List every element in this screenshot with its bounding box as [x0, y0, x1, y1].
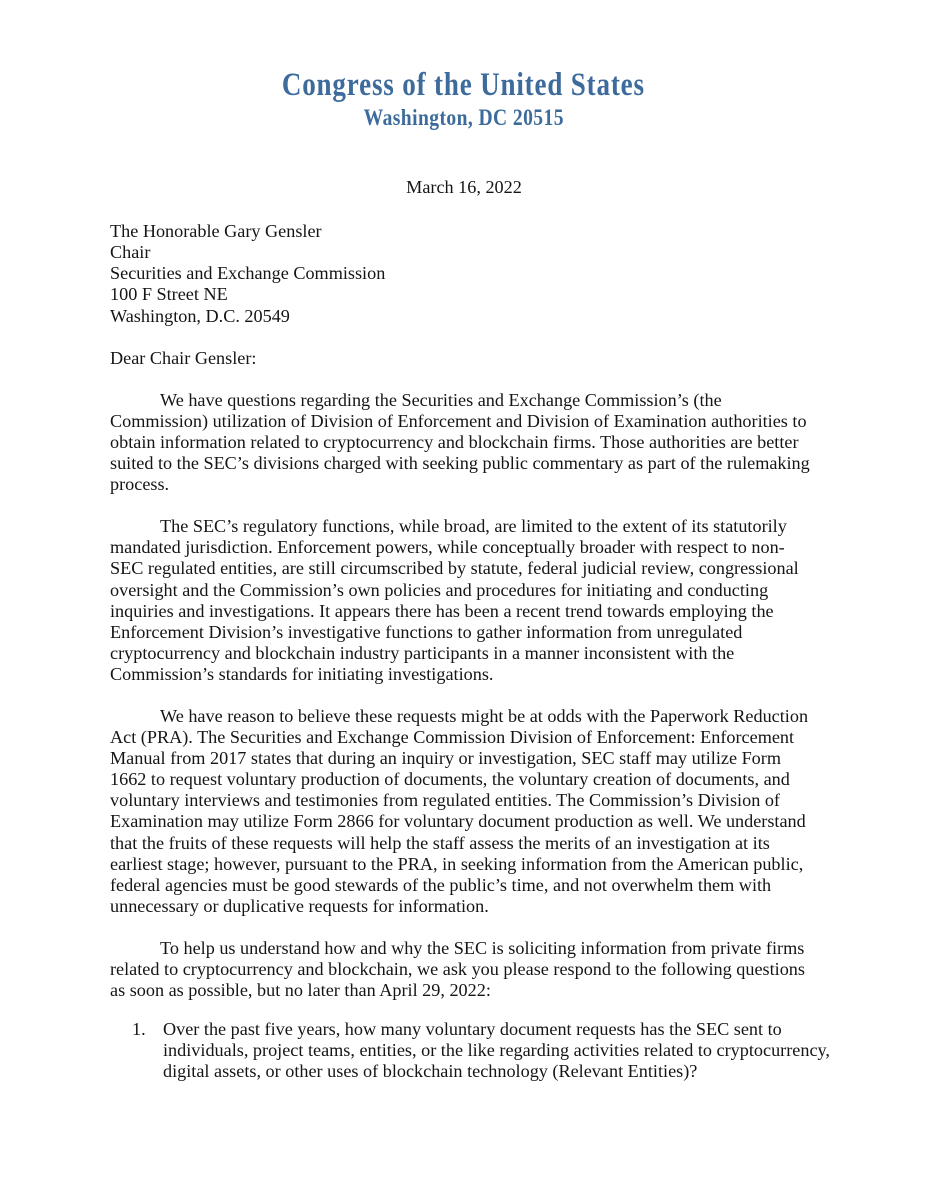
recipient-line-organization: Securities and Exchange Commission — [110, 263, 386, 284]
paragraph-3: We have reason to believe these requests might be at odds with the Paperwork Reduction Act (PRA). The Securities and Exchange Commission Division of Enforcement: Enforcement Manual from 2017 states that during an inquiry or investigation, SEC staff may utilize Form 1662 to request voluntary production of documents, the voluntary creation of documents, and voluntary interviews and testimonies from regulated entities. The Commission’s Division of Examination may utilize Form 2866 for voluntary document production as well. We understand that the fruits of these requests will help the staff assess the merits of an investigation at its earliest stage; however, pursuant to the PRA, in seeking information from the American public, federal agencies must be good stewards of the public’s time, and not overwhelm them with unnecessary or duplicative requests for information. — [110, 705, 809, 916]
paragraph-1: We have questions regarding the Securities and Exchange Commission’s (the Commission) utilization of Division of Enforcement and Division of Examination authorities to obtain information related to cryptocurrency and blockchain firms. Those authorities are better suited to the SEC’s divisions charged with seeking public commentary as part of the rulemaking process. — [110, 389, 810, 495]
letter-date: March 16, 2022 — [406, 177, 522, 198]
letterhead — [0, 0, 927, 130]
recipient-address — [110, 221, 818, 326]
recipient-line-title: Chair — [110, 242, 151, 263]
question-number: 1. — [132, 1019, 146, 1040]
salutation: Dear Chair Gensler: — [110, 347, 257, 368]
recipient-line-city: Washington, D.C. 20549 — [110, 305, 290, 326]
letterhead-title: Congress of the United States — [281, 67, 646, 103]
paragraph-2: The SEC’s regulatory functions, while broad, are limited to the extent of its statutorily mandated jurisdiction. Enforcement powers, while conceptually broader with respect to non-SEC regulated entities, are still circumscribed by statute, federal judicial review, congressional oversight and the Commission’s own policies and procedures for initiating and conducting inquiries and investigations. It appears there has been a recent trend towards employing the Enforcement Division’s investigative functions to gather information from unregulated cryptocurrency and blockchain industry participants in a manner inconsistent with the Commission’s standards for initiating investigations. — [110, 516, 799, 684]
question-text: Over the past five years, how many voluntary document requests has the SEC sent to individuals, project teams, entities, or the like regarding activities related to cryptocurrency, digital assets, or other uses of blockchain technology (Relevant Entities)? — [163, 1019, 830, 1082]
recipient-line-name: The Honorable Gary Gensler — [110, 221, 322, 242]
questions-list — [110, 1019, 853, 1082]
paragraph-4: To help us understand how and why the SEC is soliciting information from private firms related to cryptocurrency and blockchain, we ask you please respond to the following questions as soon as possible, but no later than April 29, 2022: — [110, 937, 805, 1001]
question-item-1 — [110, 1019, 853, 1082]
letterhead-subtitle: Washington, DC 20515 — [363, 105, 564, 130]
recipient-line-street: 100 F Street NE — [110, 284, 228, 305]
